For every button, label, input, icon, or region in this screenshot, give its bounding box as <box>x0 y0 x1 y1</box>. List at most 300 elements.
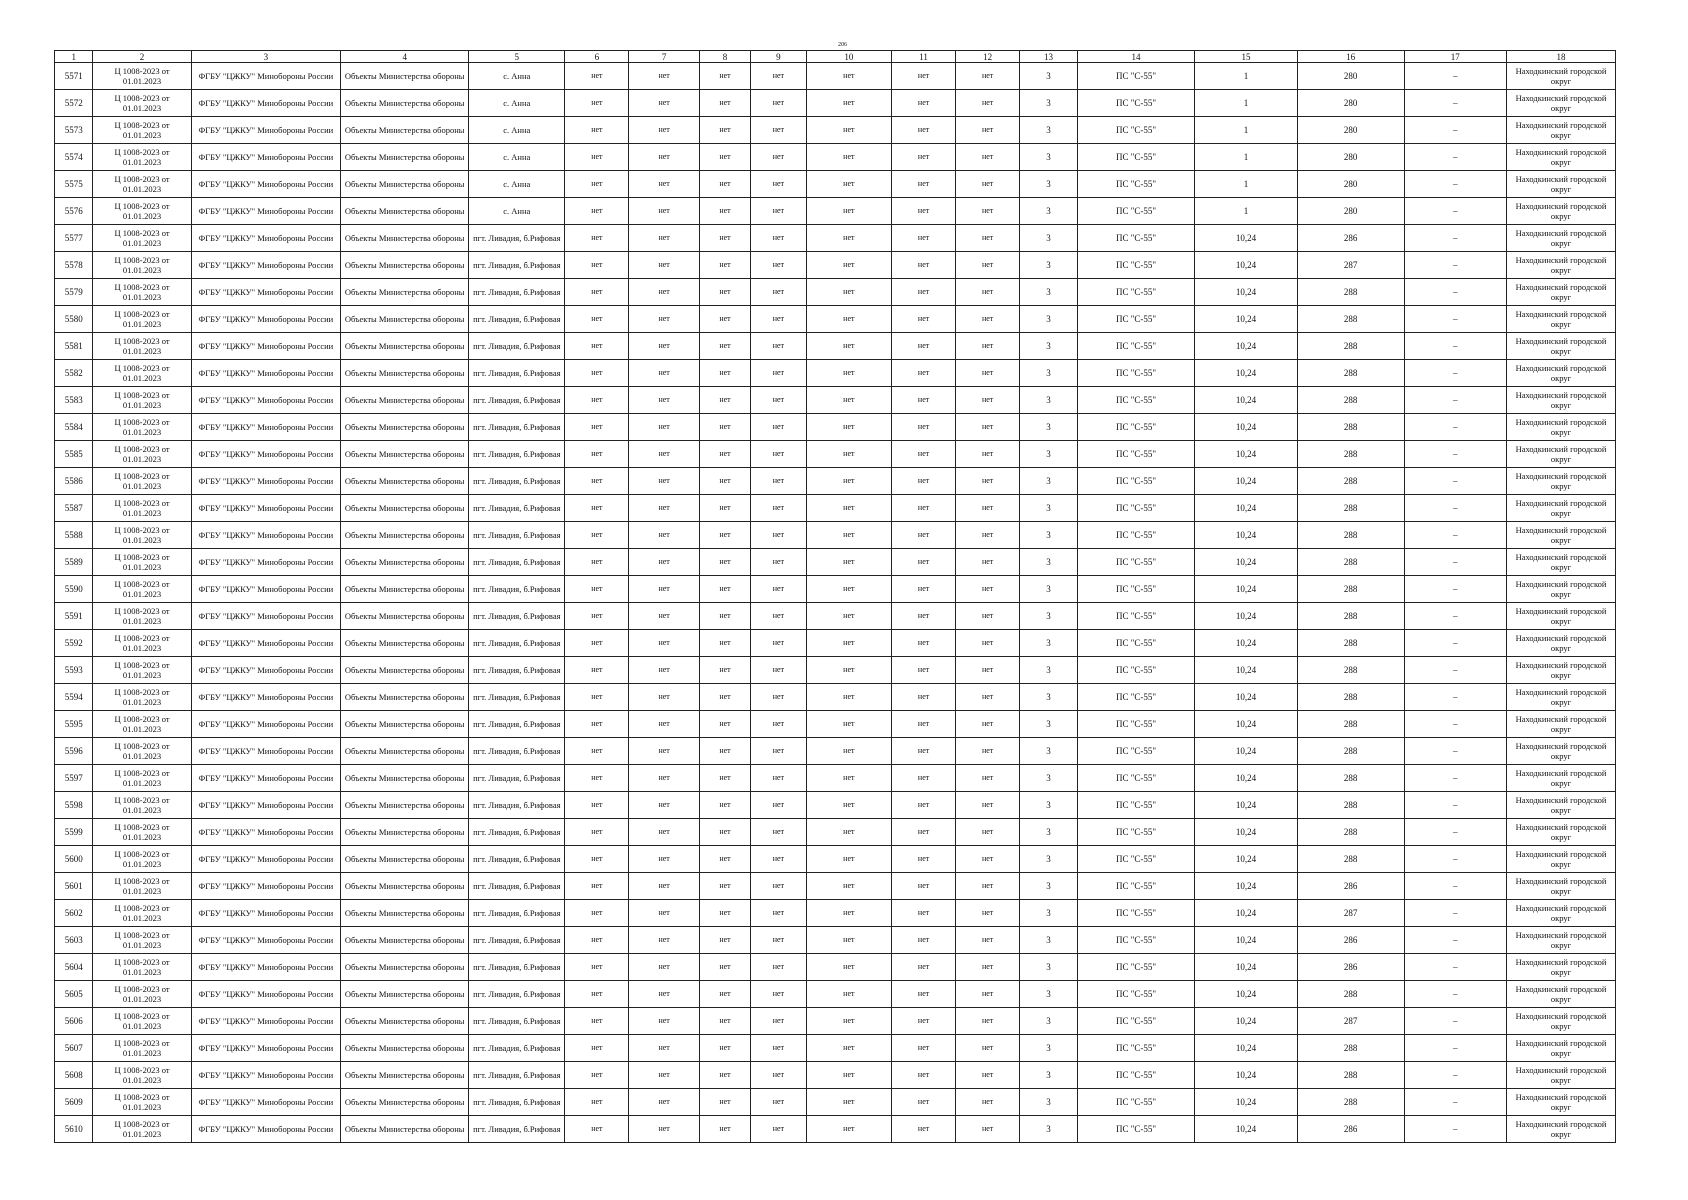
col-17-value: – <box>1404 1062 1507 1089</box>
organization: ФГБУ "ЦЖКУ" Минобороны России <box>191 225 340 252</box>
col-9-value: нет <box>751 711 807 738</box>
col-9-value: нет <box>751 684 807 711</box>
col-15-value: 10,24 <box>1195 819 1298 846</box>
header-cell-15: 15 <box>1195 51 1298 63</box>
col-15-value: 10,24 <box>1195 360 1298 387</box>
col-15-value: 10,24 <box>1195 873 1298 900</box>
registry-body <box>55 51 1616 1143</box>
object-type: Объекты Министерства обороны <box>341 63 469 90</box>
col-7-value: нет <box>629 252 699 279</box>
col-8-value: нет <box>699 495 750 522</box>
col-7-value: нет <box>629 387 699 414</box>
col-8-value: нет <box>699 225 750 252</box>
col-11-value: нет <box>892 603 956 630</box>
col-7-value: нет <box>629 738 699 765</box>
substation: ПС "С-55" <box>1077 117 1194 144</box>
table-row <box>55 684 1616 711</box>
row-number: 5596 <box>55 738 93 765</box>
district: Находкинский городской округ <box>1507 630 1616 657</box>
col-8-value: нет <box>699 846 750 873</box>
col-7-value: нет <box>629 711 699 738</box>
document-ref: Ц 1008-2023 от 01.01.2023 <box>93 954 191 981</box>
table-row <box>55 171 1616 198</box>
object-type: Объекты Министерства обороны <box>341 144 469 171</box>
document-ref: Ц 1008-2023 от 01.01.2023 <box>93 414 191 441</box>
col-15-value: 10,24 <box>1195 846 1298 873</box>
col-12-value: нет <box>956 1035 1020 1062</box>
col-10-value: нет <box>806 981 891 1008</box>
district: Находкинский городской округ <box>1507 441 1616 468</box>
col-16-value: 288 <box>1297 630 1404 657</box>
document-ref: Ц 1008-2023 от 01.01.2023 <box>93 576 191 603</box>
col-12-value: нет <box>956 522 1020 549</box>
col-11-value: нет <box>892 1116 956 1143</box>
header-cell-18: 18 <box>1507 51 1616 63</box>
table-row <box>55 630 1616 657</box>
col-12-value: нет <box>956 117 1020 144</box>
location: с. Анна <box>469 144 565 171</box>
col-10-value: нет <box>806 1062 891 1089</box>
document-ref: Ц 1008-2023 от 01.01.2023 <box>93 225 191 252</box>
col-10-value: нет <box>806 1089 891 1116</box>
row-number: 5571 <box>55 63 93 90</box>
row-number: 5607 <box>55 1035 93 1062</box>
district: Находкинский городской округ <box>1507 765 1616 792</box>
col-6-value: нет <box>565 1116 629 1143</box>
document-ref: Ц 1008-2023 от 01.01.2023 <box>93 468 191 495</box>
organization: ФГБУ "ЦЖКУ" Минобороны России <box>191 63 340 90</box>
substation: ПС "С-55" <box>1077 630 1194 657</box>
document-ref: Ц 1008-2023 от 01.01.2023 <box>93 684 191 711</box>
col-16-value: 286 <box>1297 927 1404 954</box>
organization: ФГБУ "ЦЖКУ" Минобороны России <box>191 603 340 630</box>
col-7-value: нет <box>629 630 699 657</box>
district: Находкинский городской округ <box>1507 684 1616 711</box>
col-17-value: – <box>1404 522 1507 549</box>
object-type: Объекты Министерства обороны <box>341 387 469 414</box>
col-13-value: 3 <box>1020 1089 1078 1116</box>
col-7-value: нет <box>629 90 699 117</box>
row-number: 5580 <box>55 306 93 333</box>
col-13-value: 3 <box>1020 225 1078 252</box>
page-number: 206 <box>838 42 847 48</box>
col-13-value: 3 <box>1020 333 1078 360</box>
col-11-value: нет <box>892 1035 956 1062</box>
row-number: 5574 <box>55 144 93 171</box>
col-9-value: нет <box>751 360 807 387</box>
col-8-value: нет <box>699 171 750 198</box>
district: Находкинский городской округ <box>1507 657 1616 684</box>
document-ref: Ц 1008-2023 от 01.01.2023 <box>93 171 191 198</box>
row-number: 5577 <box>55 225 93 252</box>
organization: ФГБУ "ЦЖКУ" Минобороны России <box>191 414 340 441</box>
object-type: Объекты Министерства обороны <box>341 927 469 954</box>
row-number: 5608 <box>55 1062 93 1089</box>
col-15-value: 10,24 <box>1195 792 1298 819</box>
col-10-value: нет <box>806 549 891 576</box>
col-15-value: 10,24 <box>1195 684 1298 711</box>
col-9-value: нет <box>751 306 807 333</box>
col-8-value: нет <box>699 144 750 171</box>
organization: ФГБУ "ЦЖКУ" Минобороны России <box>191 495 340 522</box>
col-9-value: нет <box>751 576 807 603</box>
table-row <box>55 63 1616 90</box>
col-12-value: нет <box>956 90 1020 117</box>
col-16-value: 288 <box>1297 576 1404 603</box>
col-11-value: нет <box>892 657 956 684</box>
document-ref: Ц 1008-2023 от 01.01.2023 <box>93 90 191 117</box>
object-type: Объекты Министерства обороны <box>341 873 469 900</box>
col-8-value: нет <box>699 657 750 684</box>
col-9-value: нет <box>751 144 807 171</box>
object-type: Объекты Министерства обороны <box>341 819 469 846</box>
organization: ФГБУ "ЦЖКУ" Минобороны России <box>191 819 340 846</box>
object-type: Объекты Министерства обороны <box>341 576 469 603</box>
col-16-value: 288 <box>1297 711 1404 738</box>
location: пгт. Ливадия, б.Рифовая <box>469 927 565 954</box>
col-12-value: нет <box>956 657 1020 684</box>
object-type: Объекты Министерства обороны <box>341 900 469 927</box>
substation: ПС "С-55" <box>1077 144 1194 171</box>
header-cell-11: 11 <box>892 51 956 63</box>
table-row <box>55 1089 1616 1116</box>
col-16-value: 288 <box>1297 414 1404 441</box>
col-10-value: нет <box>806 792 891 819</box>
col-17-value: – <box>1404 576 1507 603</box>
col-17-value: – <box>1404 333 1507 360</box>
col-12-value: нет <box>956 981 1020 1008</box>
district: Находкинский городской округ <box>1507 333 1616 360</box>
col-9-value: нет <box>751 441 807 468</box>
location: пгт. Ливадия, б.Рифовая <box>469 738 565 765</box>
col-15-value: 10,24 <box>1195 495 1298 522</box>
document-ref: Ц 1008-2023 от 01.01.2023 <box>93 441 191 468</box>
col-6-value: нет <box>565 90 629 117</box>
district: Находкинский городской округ <box>1507 414 1616 441</box>
col-7-value: нет <box>629 1062 699 1089</box>
col-9-value: нет <box>751 225 807 252</box>
location: пгт. Ливадия, б.Рифовая <box>469 441 565 468</box>
col-16-value: 288 <box>1297 765 1404 792</box>
substation: ПС "С-55" <box>1077 738 1194 765</box>
district: Находкинский городской округ <box>1507 252 1616 279</box>
col-16-value: 288 <box>1297 306 1404 333</box>
col-15-value: 1 <box>1195 117 1298 144</box>
col-9-value: нет <box>751 198 807 225</box>
col-10-value: нет <box>806 144 891 171</box>
col-10-value: нет <box>806 252 891 279</box>
header-cell-7: 7 <box>629 51 699 63</box>
col-16-value: 288 <box>1297 387 1404 414</box>
document-ref: Ц 1008-2023 от 01.01.2023 <box>93 333 191 360</box>
col-6-value: нет <box>565 1062 629 1089</box>
substation: ПС "С-55" <box>1077 225 1194 252</box>
location: пгт. Ливадия, б.Рифовая <box>469 252 565 279</box>
col-9-value: нет <box>751 414 807 441</box>
col-16-value: 288 <box>1297 657 1404 684</box>
col-16-value: 287 <box>1297 1008 1404 1035</box>
row-number: 5576 <box>55 198 93 225</box>
col-13-value: 3 <box>1020 414 1078 441</box>
col-17-value: – <box>1404 603 1507 630</box>
col-13-value: 3 <box>1020 63 1078 90</box>
organization: ФГБУ "ЦЖКУ" Минобороны России <box>191 1035 340 1062</box>
organization: ФГБУ "ЦЖКУ" Минобороны России <box>191 873 340 900</box>
col-16-value: 288 <box>1297 846 1404 873</box>
col-16-value: 280 <box>1297 198 1404 225</box>
col-17-value: – <box>1404 684 1507 711</box>
col-10-value: нет <box>806 171 891 198</box>
col-10-value: нет <box>806 657 891 684</box>
col-16-value: 288 <box>1297 1062 1404 1089</box>
substation: ПС "С-55" <box>1077 684 1194 711</box>
col-7-value: нет <box>629 495 699 522</box>
col-17-value: – <box>1404 711 1507 738</box>
col-16-value: 288 <box>1297 549 1404 576</box>
col-15-value: 10,24 <box>1195 333 1298 360</box>
organization: ФГБУ "ЦЖКУ" Минобороны России <box>191 1062 340 1089</box>
col-11-value: нет <box>892 468 956 495</box>
col-6-value: нет <box>565 603 629 630</box>
document-ref: Ц 1008-2023 от 01.01.2023 <box>93 630 191 657</box>
table-row <box>55 414 1616 441</box>
organization: ФГБУ "ЦЖКУ" Минобороны России <box>191 387 340 414</box>
col-16-value: 288 <box>1297 1035 1404 1062</box>
col-9-value: нет <box>751 117 807 144</box>
object-type: Объекты Министерства обороны <box>341 279 469 306</box>
col-17-value: – <box>1404 198 1507 225</box>
col-8-value: нет <box>699 738 750 765</box>
row-number: 5583 <box>55 387 93 414</box>
district: Находкинский городской округ <box>1507 1062 1616 1089</box>
location: с. Анна <box>469 117 565 144</box>
district: Находкинский городской округ <box>1507 144 1616 171</box>
table-row <box>55 279 1616 306</box>
document-ref: Ц 1008-2023 от 01.01.2023 <box>93 981 191 1008</box>
organization: ФГБУ "ЦЖКУ" Минобороны России <box>191 657 340 684</box>
col-15-value: 1 <box>1195 90 1298 117</box>
col-10-value: нет <box>806 1035 891 1062</box>
row-number: 5590 <box>55 576 93 603</box>
document-ref: Ц 1008-2023 от 01.01.2023 <box>93 846 191 873</box>
col-7-value: нет <box>629 198 699 225</box>
col-9-value: нет <box>751 171 807 198</box>
col-9-value: нет <box>751 630 807 657</box>
col-13-value: 3 <box>1020 954 1078 981</box>
organization: ФГБУ "ЦЖКУ" Минобороны России <box>191 900 340 927</box>
col-11-value: нет <box>892 441 956 468</box>
col-17-value: – <box>1404 1116 1507 1143</box>
district: Находкинский городской округ <box>1507 819 1616 846</box>
row-number: 5591 <box>55 603 93 630</box>
col-13-value: 3 <box>1020 522 1078 549</box>
col-12-value: нет <box>956 711 1020 738</box>
row-number: 5581 <box>55 333 93 360</box>
district: Находкинский городской округ <box>1507 792 1616 819</box>
substation: ПС "С-55" <box>1077 171 1194 198</box>
col-17-value: – <box>1404 1008 1507 1035</box>
col-12-value: нет <box>956 900 1020 927</box>
substation: ПС "С-55" <box>1077 765 1194 792</box>
col-10-value: нет <box>806 414 891 441</box>
col-6-value: нет <box>565 981 629 1008</box>
col-9-value: нет <box>751 873 807 900</box>
header-cell-13: 13 <box>1020 51 1078 63</box>
substation: ПС "С-55" <box>1077 468 1194 495</box>
col-11-value: нет <box>892 1008 956 1035</box>
location: пгт. Ливадия, б.Рифовая <box>469 360 565 387</box>
col-9-value: нет <box>751 1035 807 1062</box>
col-17-value: – <box>1404 252 1507 279</box>
header-cell-3: 3 <box>191 51 340 63</box>
col-13-value: 3 <box>1020 1062 1078 1089</box>
organization: ФГБУ "ЦЖКУ" Минобороны России <box>191 522 340 549</box>
col-7-value: нет <box>629 981 699 1008</box>
col-9-value: нет <box>751 63 807 90</box>
col-15-value: 10,24 <box>1195 468 1298 495</box>
col-7-value: нет <box>629 522 699 549</box>
location: пгт. Ливадия, б.Рифовая <box>469 1008 565 1035</box>
col-16-value: 287 <box>1297 252 1404 279</box>
col-10-value: нет <box>806 900 891 927</box>
object-type: Объекты Министерства обороны <box>341 1116 469 1143</box>
location: пгт. Ливадия, б.Рифовая <box>469 1116 565 1143</box>
substation: ПС "С-55" <box>1077 1062 1194 1089</box>
location: пгт. Ливадия, б.Рифовая <box>469 1089 565 1116</box>
col-8-value: нет <box>699 1116 750 1143</box>
col-13-value: 3 <box>1020 252 1078 279</box>
col-13-value: 3 <box>1020 90 1078 117</box>
location: пгт. Ливадия, б.Рифовая <box>469 333 565 360</box>
object-type: Объекты Министерства обороны <box>341 333 469 360</box>
table-row <box>55 549 1616 576</box>
col-12-value: нет <box>956 144 1020 171</box>
col-17-value: – <box>1404 549 1507 576</box>
table-row <box>55 657 1616 684</box>
document-ref: Ц 1008-2023 от 01.01.2023 <box>93 765 191 792</box>
col-6-value: нет <box>565 414 629 441</box>
col-8-value: нет <box>699 360 750 387</box>
col-7-value: нет <box>629 225 699 252</box>
substation: ПС "С-55" <box>1077 1008 1194 1035</box>
col-16-value: 288 <box>1297 792 1404 819</box>
col-8-value: нет <box>699 819 750 846</box>
col-6-value: нет <box>565 252 629 279</box>
col-11-value: нет <box>892 522 956 549</box>
object-type: Объекты Министерства обороны <box>341 738 469 765</box>
col-6-value: нет <box>565 225 629 252</box>
location: пгт. Ливадия, б.Рифовая <box>469 549 565 576</box>
col-17-value: – <box>1404 657 1507 684</box>
table-row <box>55 1116 1616 1143</box>
col-7-value: нет <box>629 333 699 360</box>
document-ref: Ц 1008-2023 от 01.01.2023 <box>93 1062 191 1089</box>
col-11-value: нет <box>892 846 956 873</box>
col-12-value: нет <box>956 630 1020 657</box>
col-8-value: нет <box>699 522 750 549</box>
table-row <box>55 144 1616 171</box>
object-type: Объекты Министерства обороны <box>341 360 469 387</box>
col-6-value: нет <box>565 360 629 387</box>
organization: ФГБУ "ЦЖКУ" Минобороны России <box>191 576 340 603</box>
col-8-value: нет <box>699 387 750 414</box>
district: Находкинский городской округ <box>1507 549 1616 576</box>
col-12-value: нет <box>956 63 1020 90</box>
object-type: Объекты Министерства обороны <box>341 441 469 468</box>
table-row <box>55 1008 1616 1035</box>
location: пгт. Ливадия, б.Рифовая <box>469 981 565 1008</box>
col-12-value: нет <box>956 387 1020 414</box>
object-type: Объекты Министерства обороны <box>341 981 469 1008</box>
organization: ФГБУ "ЦЖКУ" Минобороны России <box>191 1089 340 1116</box>
col-9-value: нет <box>751 333 807 360</box>
col-12-value: нет <box>956 954 1020 981</box>
col-8-value: нет <box>699 603 750 630</box>
col-12-value: нет <box>956 414 1020 441</box>
col-17-value: – <box>1404 468 1507 495</box>
location: пгт. Ливадия, б.Рифовая <box>469 522 565 549</box>
col-17-value: – <box>1404 171 1507 198</box>
col-17-value: – <box>1404 225 1507 252</box>
object-type: Объекты Министерства обороны <box>341 711 469 738</box>
col-6-value: нет <box>565 792 629 819</box>
substation: ПС "С-55" <box>1077 657 1194 684</box>
col-15-value: 1 <box>1195 171 1298 198</box>
header-row <box>55 51 1616 63</box>
col-17-value: – <box>1404 63 1507 90</box>
col-6-value: нет <box>565 927 629 954</box>
col-7-value: нет <box>629 1008 699 1035</box>
organization: ФГБУ "ЦЖКУ" Минобороны России <box>191 927 340 954</box>
col-12-value: нет <box>956 306 1020 333</box>
col-11-value: нет <box>892 873 956 900</box>
substation: ПС "С-55" <box>1077 873 1194 900</box>
header-cell-5: 5 <box>469 51 565 63</box>
row-number: 5600 <box>55 846 93 873</box>
object-type: Объекты Министерства обороны <box>341 1089 469 1116</box>
col-16-value: 287 <box>1297 900 1404 927</box>
organization: ФГБУ "ЦЖКУ" Минобороны России <box>191 171 340 198</box>
col-13-value: 3 <box>1020 144 1078 171</box>
table-row <box>55 495 1616 522</box>
substation: ПС "С-55" <box>1077 900 1194 927</box>
col-7-value: нет <box>629 549 699 576</box>
col-11-value: нет <box>892 333 956 360</box>
col-10-value: нет <box>806 630 891 657</box>
col-17-value: – <box>1404 90 1507 117</box>
district: Находкинский городской округ <box>1507 576 1616 603</box>
col-13-value: 3 <box>1020 117 1078 144</box>
col-6-value: нет <box>565 306 629 333</box>
col-7-value: нет <box>629 657 699 684</box>
col-16-value: 288 <box>1297 1089 1404 1116</box>
col-16-value: 288 <box>1297 495 1404 522</box>
col-8-value: нет <box>699 630 750 657</box>
table-row <box>55 900 1616 927</box>
organization: ФГБУ "ЦЖКУ" Минобороны России <box>191 468 340 495</box>
col-9-value: нет <box>751 738 807 765</box>
col-6-value: нет <box>565 765 629 792</box>
col-9-value: нет <box>751 846 807 873</box>
location: с. Анна <box>469 63 565 90</box>
col-13-value: 3 <box>1020 387 1078 414</box>
organization: ФГБУ "ЦЖКУ" Минобороны России <box>191 252 340 279</box>
col-17-value: – <box>1404 495 1507 522</box>
col-8-value: нет <box>699 954 750 981</box>
header-cell-17: 17 <box>1404 51 1507 63</box>
col-17-value: – <box>1404 765 1507 792</box>
object-type: Объекты Министерства обороны <box>341 846 469 873</box>
